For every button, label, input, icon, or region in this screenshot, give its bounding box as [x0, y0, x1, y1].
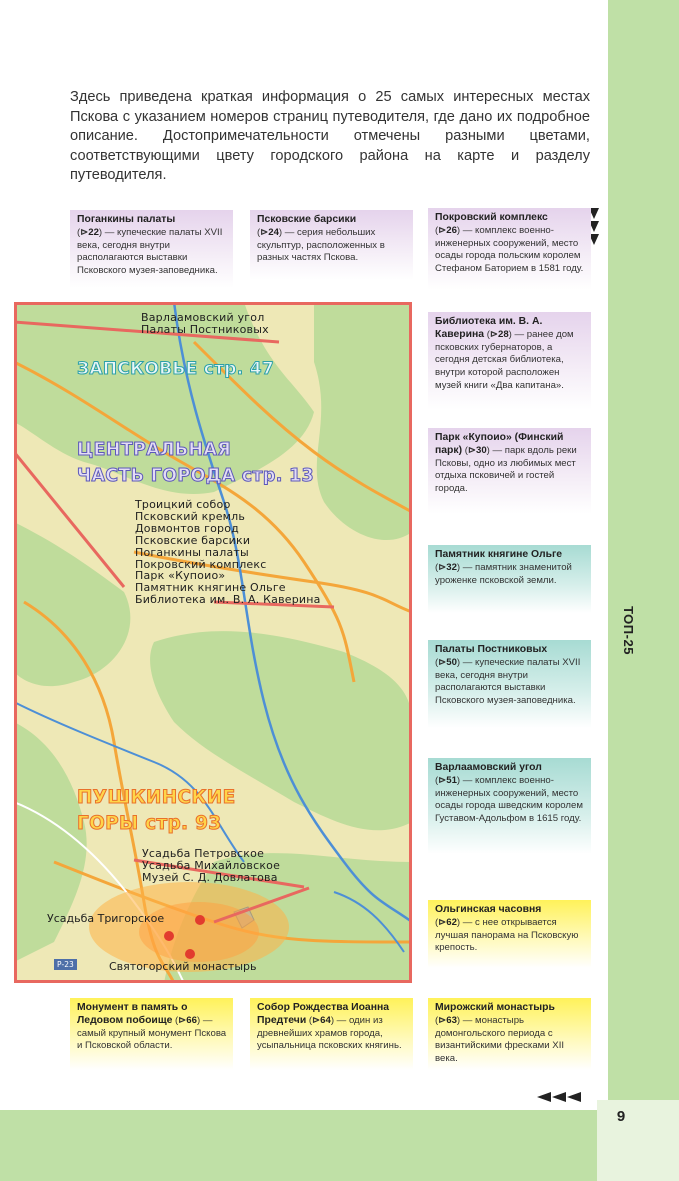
card-olginskaya: Ольгинская часовня (⊳62) — с нее открывается лучшая панорама на Псковскую крепость. — [428, 900, 591, 968]
card-ledovoe: Монумент в память о Ледовом побоище (⊳66) — самый крупный монумент Пскова и Псковской области. — [70, 998, 233, 1070]
side-strip — [608, 0, 679, 1100]
section-label: ТОП-25 — [620, 605, 636, 655]
zapskovye-sights: Варлаамовский угол Палаты Постниковых — [141, 311, 269, 336]
page-ref-icon: ⊳ — [438, 561, 447, 573]
intro-paragraph: Здесь приведена краткая информация о 25 самых интересных местах Пскова с указанием номеров страниц путеводителя, где дано их подробное описание. Достопримечательности отмечены разными цветами, соответствующими цвету городского района на карте и разделу путеводителя. — [70, 89, 590, 183]
page-ref-icon: ⊳ — [438, 224, 447, 236]
scroll-down-arrows — [589, 208, 603, 247]
card-ioann: Собор Рождества Иоанна Предтечи (⊳64) — один из древнейших храмов города, усыпальница псковских княгинь. — [250, 998, 413, 1070]
card-kupoio: Парк «Купоио» (Финский парк) (⊳30) — парк вдоль реки Псковы, одно из любимых мест отдыха псковичей и гостей города. — [428, 428, 591, 514]
page-ref-icon: ⊳ — [312, 1014, 321, 1026]
card-olga-monument: Памятник княгине Ольге (⊳32) — памятник знаменитой уроженке псковской земли. — [428, 545, 591, 613]
card-pokrovsky: Покровский комплекс (⊳26) — комплекс военно-инженерных сооружений, место осады города польским королем Стефаном Баторием в 1581 году. — [428, 208, 591, 290]
page-ref-icon: ⊳ — [438, 916, 447, 928]
left-triangle-icon — [567, 1092, 581, 1102]
page-ref-icon: ⊳ — [438, 1014, 447, 1026]
district-central: ЦЕНТРАЛЬНАЯ ЧАСТЬ ГОРОДА стр. 13 — [77, 440, 314, 486]
page-ref-icon: ⊳ — [178, 1014, 187, 1026]
page-ref-icon: ⊳ — [80, 226, 89, 238]
card-postnikov: Палаты Постниковых (⊳50) — купеческие палаты XVII века, сегодня внутри располагаются выставки Псковского музея-заповедника. — [428, 640, 591, 728]
bottom-band — [0, 1110, 679, 1181]
section-tab — [608, 590, 648, 670]
page-ref-icon: ⊳ — [489, 328, 498, 340]
card-mirozhsky: Мирожский монастырь (⊳63) — монастырь домонгольского периода с византийскими фресками XII века. — [428, 998, 591, 1070]
page-ref-icon: ⊳ — [438, 656, 447, 668]
back-arrows — [537, 1092, 581, 1102]
page-ref-icon: ⊳ — [467, 444, 476, 456]
left-triangle-icon — [552, 1092, 566, 1102]
map — [14, 302, 412, 983]
road-sign: Р-23 — [54, 959, 77, 970]
district-zapskovye: ЗАПСКОВЬЕ стр. 47 — [77, 359, 274, 379]
card-library: Библиотека им. В. А. Каверина (⊳28) — ранее дом псковских губернаторов, а сегодня детская библиотека, внутри которой расположен музей книги «Два капитана». — [428, 312, 591, 410]
pushkin-sights: Усадьба Петровское Усадьба Михайловское Музей С. Д. Довлатова — [142, 847, 281, 884]
trigorskoe-label: Усадьба Тригорское — [47, 912, 165, 925]
page-ref-icon: ⊳ — [260, 226, 269, 238]
card-pogankiny: Поганкины палаты (⊳22) — купеческие палаты XVII века, сегодня внутри располагаются выставки Псковского музея-заповедника. — [70, 210, 233, 288]
page-ref-icon: ⊳ — [438, 774, 447, 786]
central-sights: Троицкий собор Псковский кремль Довмонтов город Псковские барсики Поганкины палаты Покровский комплекс Парк «Купоио» Памятник княгине Ольге Библиотека им. В. А. Каверина — [135, 498, 321, 607]
district-pushkin: ПУШКИНСКИЕ ГОРЫ стр. 93 — [77, 787, 236, 834]
card-varlaam: Варлаамовский угол (⊳51) — комплекс военно-инженерных сооружений, место осады города шведским королем Густавом-Адольфом в 1615 году. — [428, 758, 591, 854]
card-barsiki: Псковские барсики (⊳24) — серия небольших скульптур, расположенных в разных частях Пскова. — [250, 210, 413, 280]
svyatogorsky-label: Святогорский монастырь — [109, 960, 257, 973]
left-triangle-icon — [537, 1092, 551, 1102]
page-number: 9 — [616, 1108, 626, 1125]
